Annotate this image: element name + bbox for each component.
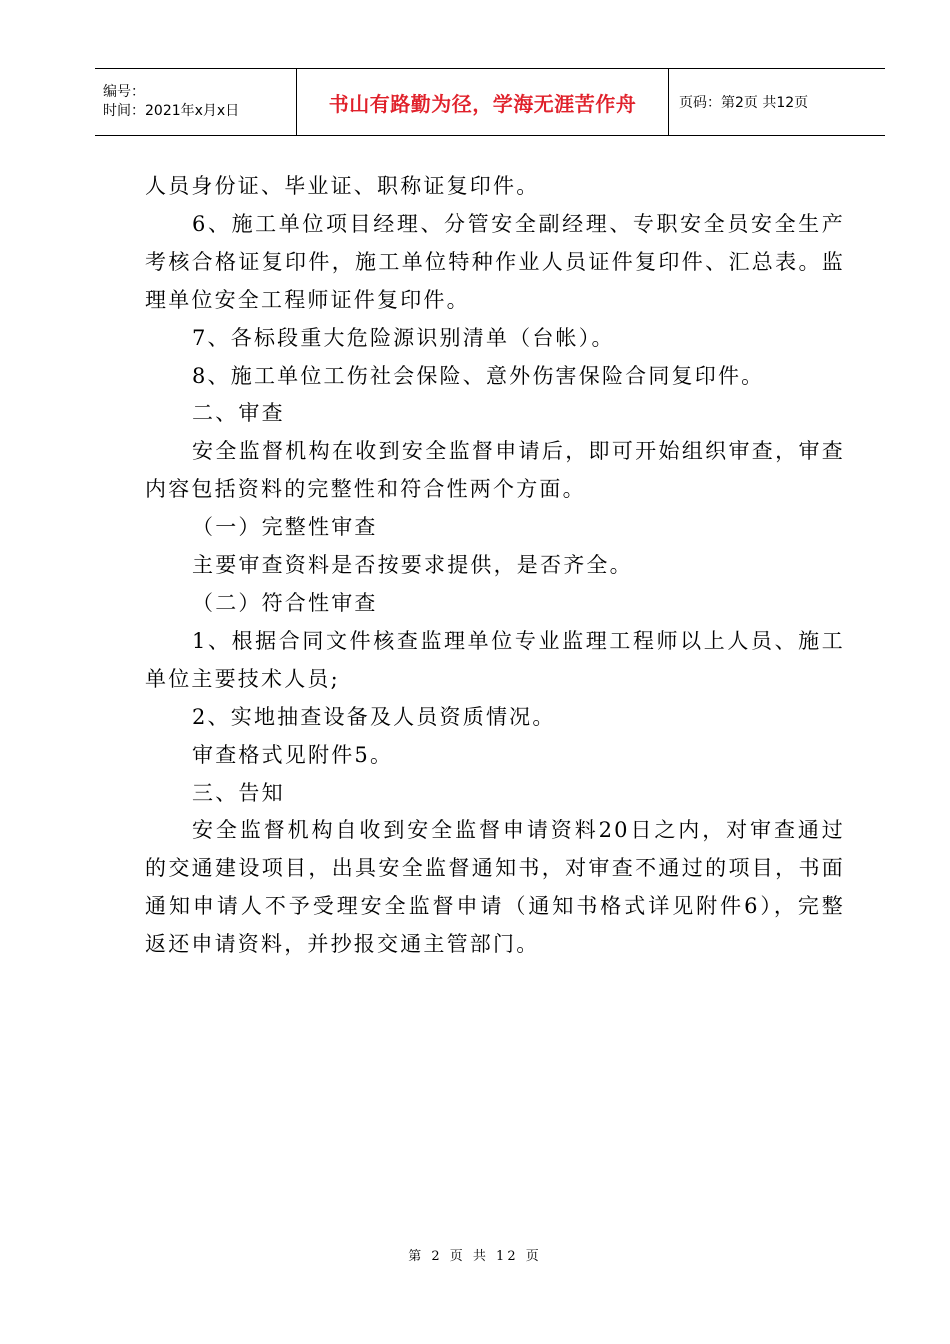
- body-paragraph: 主要审查资料是否按要求提供，是否齐全。: [192, 553, 633, 578]
- body-paragraph: 审查格式见附件5。: [192, 742, 394, 767]
- body-paragraph: 安全监督机构自收到安全监督申请资料20日之内，对审查通过的交通建设项目，出具安全监督通知书，对审查不通过的项目，书面通知申请人不予受理安全监督申请（通知书格式详见附件6），完整返还申请资料，并抄报交通主管部门。: [145, 818, 845, 957]
- header-meta: [95, 69, 297, 135]
- motto-text: 书山有路勤为径，学海无涯苦作舟: [328, 91, 637, 116]
- header-page-info: [669, 69, 885, 135]
- body-paragraph: 二、审查: [192, 401, 285, 426]
- body-paragraph: 安全监督机构在收到安全监督申请后，即可开始组织审查，审查内容包括资料的完整性和符合性两个方面。: [145, 439, 845, 502]
- body-paragraph: （一）完整性审查: [192, 515, 378, 540]
- body-paragraph: 2、实地抽查设备及人员资质情况。: [192, 704, 556, 729]
- body-paragraph: （二）符合性审查: [192, 590, 378, 615]
- body-paragraph: 6、施工单位项目经理、分管安全副经理、专职安全员安全生产考核合格证复印件，施工单位特种作业人员证件复印件、汇总表。监理单位安全工程师证件复印件。: [145, 211, 845, 312]
- serial-label: 编号：: [103, 84, 145, 100]
- page-footer: 第 2 页 共 12 页: [408, 1249, 542, 1264]
- header-motto: [297, 69, 669, 135]
- body-paragraph: 三、告知: [192, 780, 285, 805]
- time-label: 时间：2021年x月x日: [103, 103, 240, 119]
- page-info-text: 页码：第2页 共12页: [679, 95, 809, 111]
- document-header: [95, 68, 885, 136]
- body-paragraph: 人员身份证、毕业证、职称证复印件。: [145, 174, 540, 198]
- document-body: [145, 168, 845, 964]
- body-paragraph: 7、各标段重大危险源识别清单（台帐）。: [192, 325, 615, 350]
- body-paragraph: 1、根据合同文件核查监理单位专业监理工程师以上人员、施工单位主要技术人员;: [145, 628, 845, 691]
- body-paragraph: 8、施工单位工伤社会保险、意外伤害保险合同复印件。: [192, 363, 765, 388]
